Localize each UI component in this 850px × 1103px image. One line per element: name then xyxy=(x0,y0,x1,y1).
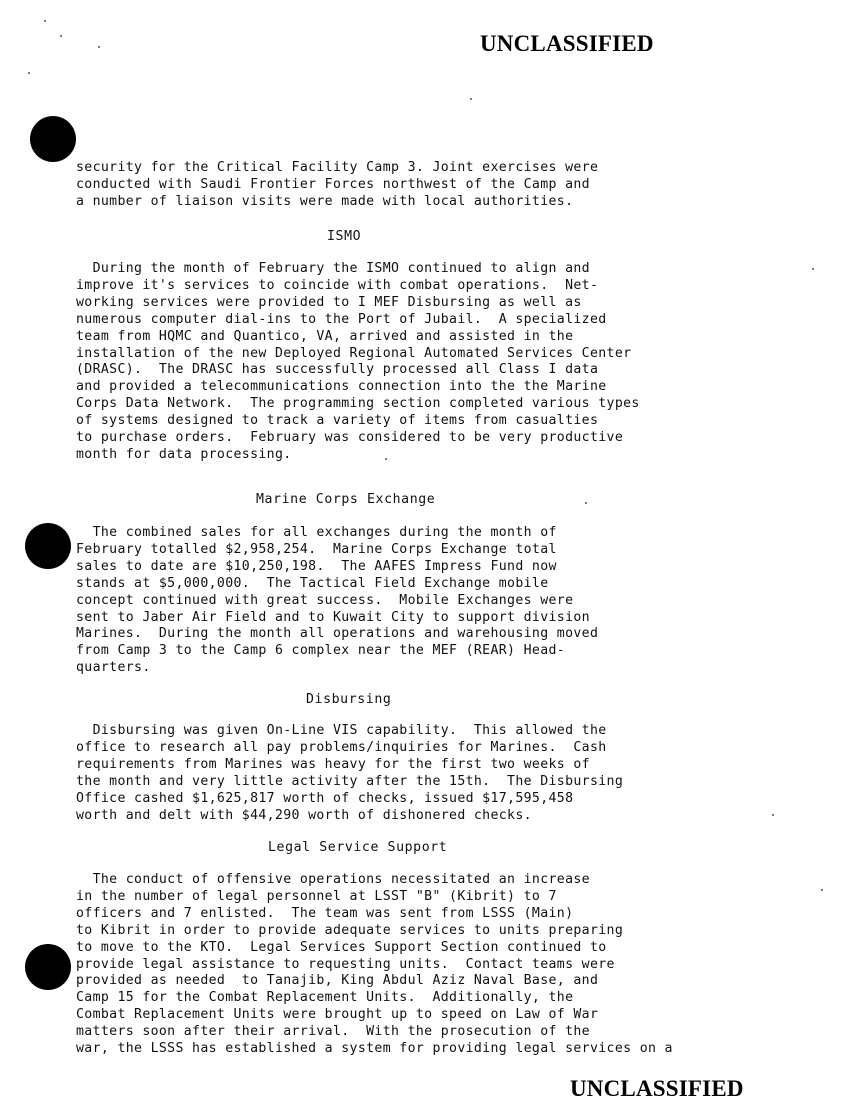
paragraph-marine-corps-exchange: The combined sales for all exchanges during the month of February totalled $2,958,254. Marine Corps Exchange total sales to date are $10,250,198. The AAFES Impress Fund now stands at $5,000,000. The Tactical Field Exchange mobile concept continued with great success. Mobile Exchanges were sent to Jaber Air Field and to Kuwait City to support division Marines. During the month all operations and warehousing moved from Camp 3 to the Camp 6 complex near the MEF (REAR) Head- quarters. xyxy=(76,525,599,676)
section-heading-legal-service-support: Legal Service Support xyxy=(268,840,448,855)
scan-speck xyxy=(470,98,472,100)
scan-speck xyxy=(772,814,774,816)
section-heading-disbursing: Disbursing xyxy=(306,692,392,707)
scan-speck xyxy=(98,46,100,48)
section-heading-marine-corps-exchange: Marine Corps Exchange xyxy=(256,492,436,507)
scan-speck xyxy=(28,72,30,74)
paragraph-disbursing: Disbursing was given On-Line VIS capability. This allowed the office to research all pay problems/inquiries for Marines. Cash requirements from Marines was heavy for the first two weeks of the month and very little activity after the 15th. The Disbursing Office cashed $1,625,817 worth of checks, issued $17,595,458 worth and delt with $44,290 worth of dishonered checks. xyxy=(76,723,624,823)
scan-speck xyxy=(44,20,46,22)
scan-speck xyxy=(812,268,814,270)
paragraph-legal-service-support: The conduct of offensive operations necessitated an increase in the number of legal personnel at LSST "B" (Kibrit) to 7 officers and 7 enlisted. The team was sent from LSSS (Main) to Kibrit in order to provide adequate services to units preparing to move to the KTO. Legal Services Support Section continued to provide legal assistance to requesting units. Contact teams were provided as needed to Tanajib, King Abdul Aziz Naval Base, and Camp 15 for the Combat Replacement Units. Additionally, the Combat Replacement Units were brought up to speed on Law of War matters soon after their arrival. With the prosecution of the war, the LSSS has established a system for providing legal services on a xyxy=(76,872,673,1057)
paragraph-security: security for the Critical Facility Camp 3. Joint exercises were conducted with Saudi Frontier Forces northwest of the Camp and a number of liaison visits were made with local authorities. xyxy=(76,160,599,209)
section-heading-ismo: ISMO xyxy=(327,229,362,244)
punch-hole-top xyxy=(30,116,76,162)
scan-speck xyxy=(60,35,62,37)
scan-speck xyxy=(585,502,587,504)
scan-speck xyxy=(385,458,387,460)
scan-speck xyxy=(821,889,823,891)
paragraph-ismo: During the month of February the ISMO continued to align and improve it's services to coincide with combat operations. Net- working services were provided to I MEF Disbursing as well as numerous computer dial-ins to the Port of Jubail. A specialized team from HQMC and Quantico, VA, arrived and assisted in the installation of the new Deployed Regional Automated Services Center (DRASC). The DRASC has successfully processed all Class I data and provided a telecommunications connection into the the Marine Corps Data Network. The programming section completed various types of systems designed to track a variety of items from casualties to purchase orders. February was considered to be very productive month for data processing. xyxy=(76,261,640,462)
classification-marking-bottom: UNCLASSIFIED xyxy=(570,1076,744,1101)
punch-hole-bottom xyxy=(25,944,71,990)
classification-marking-top: UNCLASSIFIED xyxy=(480,31,654,56)
punch-hole-middle xyxy=(25,523,71,569)
